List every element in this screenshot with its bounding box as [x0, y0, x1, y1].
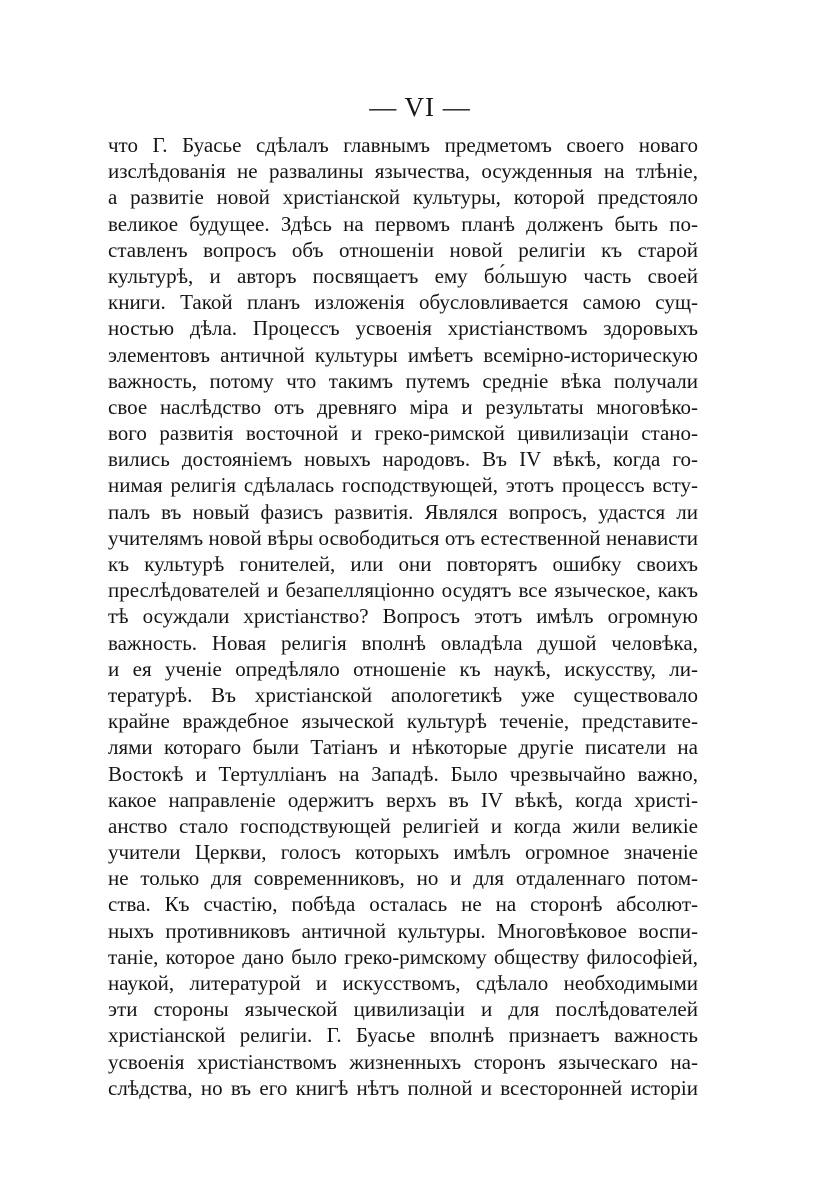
text-line: что Г. Буасье сдѣлалъ главнымъ предметомъ своего новаго — [108, 133, 698, 157]
text-line: элементовъ античной культуры имѣетъ всемірно-историческую — [108, 342, 698, 367]
text-line: ставленъ вопросъ объ отношеніи новой религіи къ старой — [108, 237, 698, 262]
text-line: преслѣдователей и безапелляціонно осудятъ все языческое, какъ — [108, 578, 698, 603]
text-line: палъ въ новый фазисъ развитія. Являлся вопросъ, удастся ли — [108, 499, 698, 524]
text-line: и ея ученіе опредѣляло отношеніе къ наукѣ, искусству, ли- — [108, 656, 698, 681]
text-line: анство стало господствующей религіей и когда жили великіе — [108, 813, 698, 838]
text-line: лями котораго были Татіанъ и нѣкоторые другіе писатели на — [108, 735, 698, 760]
text-line: ностью дѣла. Процессъ усвоенія христіанствомъ здоровыхъ — [108, 316, 698, 341]
text-line: Востокѣ и Тертулліанъ на Западѣ. Было чрезвычайно важно, — [108, 761, 698, 786]
text-line: нимая религія сдѣлалась господствующей, этотъ процессъ всту- — [108, 473, 698, 498]
text-line: ства. Къ счастію, побѣда осталась не на сторонѣ абсолют- — [108, 892, 698, 917]
text-line: крайне враждебное языческой культурѣ теченіе, представите- — [108, 709, 698, 734]
text-line: христіанской религіи. Г. Буасье вполнѣ признаетъ важность — [108, 1023, 698, 1048]
text-line: культурѣ, и авторъ посвящаетъ ему бо́льшую часть своей — [108, 263, 698, 288]
text-line: важность. Новая религія вполнѣ овладѣла душой человѣка, — [108, 630, 698, 655]
text-line: какое направленіе одержитъ верхъ въ IV вѣкѣ, когда христі- — [108, 787, 698, 812]
text-line: вого развитія восточной и греко-римской цивилизаціи стано- — [108, 421, 698, 446]
text-line: изслѣдованія не развалины язычества, осужденныя на тлѣніе, — [108, 159, 698, 184]
text-line: книги. Такой планъ изложенія обусловливается самою сущ- — [108, 290, 698, 315]
text-line: тѣ осуждали христіанство? Вопросъ этотъ имѣлъ огромную — [108, 604, 698, 629]
text-line: тературѣ. Въ христіанской апологетикѣ уже существовало — [108, 682, 698, 707]
text-line: къ культурѣ гонителей, или они повторятъ ошибку своихъ — [108, 552, 698, 576]
text-line: вились достояніемъ новыхъ народовъ. Въ IV вѣкѣ, когда го- — [108, 447, 698, 472]
text-line: наукой, литературой и искусствомъ, сдѣлало необходимыми — [108, 971, 698, 995]
text-line: а развитіе новой христіанской культуры, которой предстояло — [108, 185, 698, 210]
text-line: эти стороны языческой цивилизаціи и для послѣдователей — [108, 997, 698, 1022]
text-line: великое будущее. Здѣсь на первомъ планѣ долженъ быть по- — [108, 211, 698, 236]
page-number: — VI — — [369, 92, 471, 122]
text-line: свое наслѣдство отъ древняго міра и результаты многовѣко- — [108, 394, 698, 419]
text-line: учители Церкви, голосъ которыхъ имѣлъ огромное значеніе — [108, 840, 698, 865]
text-line: ныхъ противниковъ античной культуры. Многовѣковое воспи- — [108, 918, 698, 943]
text-line: слѣдства, но въ его книгѣ нѣтъ полной и всесторонней исторіи — [108, 1075, 698, 1100]
text-line: важность, потому что такимъ путемъ средніе вѣка получали — [108, 368, 698, 393]
text-line: учителямъ новой вѣры освободиться отъ естественной ненависти — [108, 525, 698, 550]
body-text — [108, 132, 698, 1101]
text-line: таніе, которое дано было греко-римскому обществу философіей, — [108, 944, 698, 969]
text-line: не только для современниковъ, но и для отдаленнаго потом- — [108, 866, 698, 891]
text-line: усвоенія христіанствомъ жизненныхъ сторонъ языческаго на- — [108, 1049, 698, 1074]
